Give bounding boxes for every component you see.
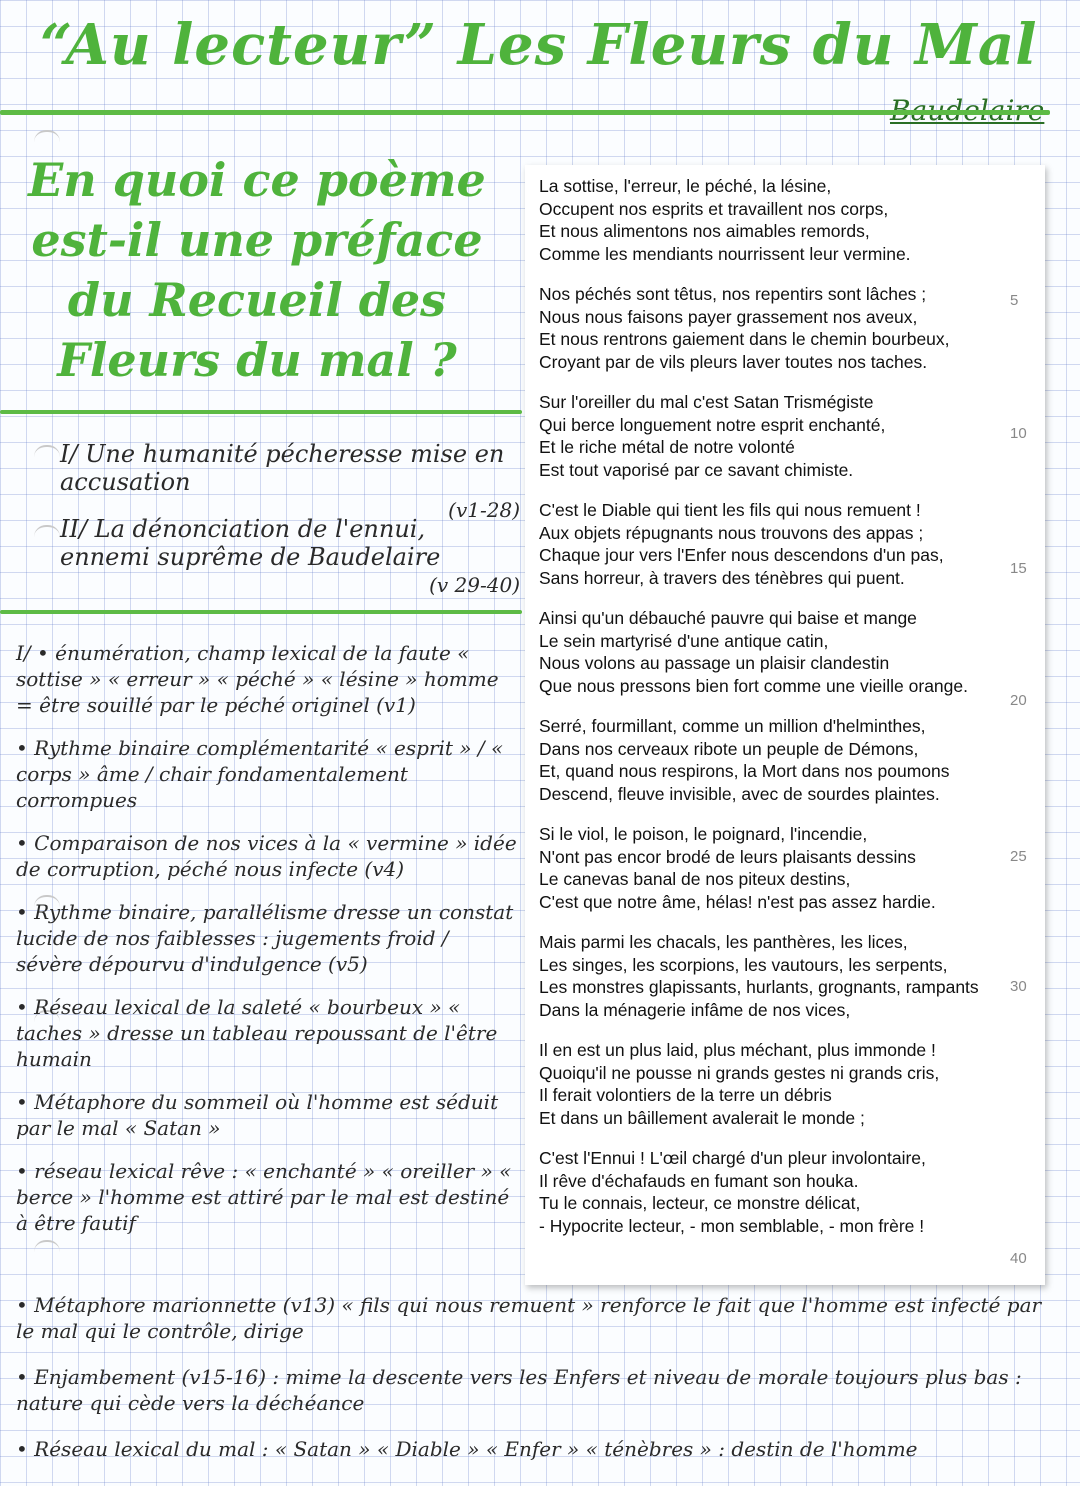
verse-line: C'est le Diable qui tient les fils qui nous remuent ! xyxy=(539,500,921,520)
plan-part-2 xyxy=(60,515,520,599)
verse-line: Les singes, les scorpions, les vautours, les serpents, xyxy=(539,954,948,975)
verse-line: Si le viol, le poison, le poignard, l'incendie, xyxy=(539,824,868,844)
verse-line: Comme les mendiants nourrissent leur vermine. xyxy=(539,243,911,264)
note-item: • Rythme binaire, parallélisme dresse un constat lucide de nos faiblesses : jugements froid / sévère dépourvu d'indulgence (v5) xyxy=(16,900,514,976)
line-number: 20 xyxy=(1010,692,1027,709)
verse-line: Il ferait volontiers de la terre un débris xyxy=(539,1085,832,1105)
verse-line: Sans horreur, à travers des ténèbres qui puent. xyxy=(539,567,905,588)
note-item: • Enjambement (v15-16) : mime la descente vers les Enfers et niveau de morale toujours plus bas : nature qui cède vers la déchéance xyxy=(16,1365,1022,1415)
verse-line: Occupent nos esprits et travaillent nos corps, xyxy=(539,198,889,219)
verse-line: Les monstres glapissants, hurlants, grognants, rampants xyxy=(539,977,979,997)
note-item: • Rythme binaire complémentarité « esprit » / « corps » âme / chair fondamentalement corrompues xyxy=(16,736,504,812)
binder-hole xyxy=(34,525,60,539)
verse-line: Et nous rentrons gaiement dans le chemin bourbeux, xyxy=(539,329,950,349)
plan-part-2-ref: (v 29-40) xyxy=(429,573,520,597)
verse-line: Quoiqu'il ne pousse ni grands gestes ni grands cris, xyxy=(539,1062,940,1083)
verse-line: Que nous pressons bien fort comme une vieille orange. xyxy=(539,675,968,696)
verse-line: Et le riche métal de notre volonté xyxy=(539,437,795,457)
line-number: 15 xyxy=(1010,560,1027,577)
plan-part-1 xyxy=(60,440,520,524)
verse-line: Tu le connais, lecteur, ce monstre délicat, xyxy=(539,1193,861,1213)
verse-line: Et dans un bâillement avalerait le monde ; xyxy=(539,1107,865,1128)
stanza xyxy=(525,607,1015,697)
plan-part-2-text: II/ La dénonciation de l'ennui, ennemi suprême de Baudelaire xyxy=(60,515,441,571)
note-item: • réseau lexical rêve : « enchanté » « oreiller » « berce » l'homme est attiré par le mal est destiné à être fautif xyxy=(16,1159,512,1235)
binder-hole xyxy=(34,130,60,144)
note-item: • Réseau lexical de la saleté « bourbeux » « taches » dresse un tableau repoussant de l'être humain xyxy=(16,995,498,1071)
analysis-notes xyxy=(16,640,521,1253)
verse-line: Nous volons au passage un plaisir clandestin xyxy=(539,653,890,673)
stanza xyxy=(525,499,1015,589)
title-divider xyxy=(0,110,1050,115)
poem-text xyxy=(525,175,1015,1255)
stanza xyxy=(525,715,1015,805)
verse-line: Est tout vaporisé par ce savant chimiste. xyxy=(539,459,854,480)
stanza xyxy=(525,823,1015,913)
verse-line: Il rêve d'échafauds en fumant son houka. xyxy=(539,1170,859,1191)
analysis-notes-wide xyxy=(16,1292,1056,1482)
line-number: 30 xyxy=(1010,978,1027,995)
stanza xyxy=(525,1147,1015,1237)
plan-part-1-text: I/ Une humanité pécheresse mise en accusation xyxy=(60,440,505,496)
verse-line: Mais parmi les chacals, les panthères, les lices, xyxy=(539,932,908,952)
line-number: 10 xyxy=(1010,425,1027,442)
verse-line: La sottise, l'erreur, le péché, la lésine, xyxy=(539,176,832,196)
verse-line: Le sein martyrisé d'une antique catin, xyxy=(539,630,829,651)
verse-line: Nous nous faisons payer grassement nos aveux, xyxy=(539,306,918,327)
binder-hole xyxy=(34,445,60,459)
line-number: 40 xyxy=(1010,1250,1027,1267)
verse-line: Dans la ménagerie infâme de nos vices, xyxy=(539,999,851,1020)
verse-line: Et, quand nous respirons, la Mort dans nos poumons xyxy=(539,761,950,781)
verse-line: Il en est un plus laid, plus méchant, plus immonde ! xyxy=(539,1040,936,1060)
note-item: • Métaphore marionnette (v13) « fils qui nous remuent » renforce le fait que l'homme est infecté par le mal qui le contrôle, dirige xyxy=(16,1293,1042,1343)
verse-line: Ainsi qu'un débauché pauvre qui baise et mange xyxy=(539,608,917,628)
verse-line: Qui berce longuement notre esprit enchanté, xyxy=(539,414,886,435)
note-item: • Comparaison de nos vices à la « vermine » idée de corruption, péché nous infecte (v4) xyxy=(16,831,517,881)
poem-printout xyxy=(525,165,1045,1285)
verse-line: C'est l'Ennui ! L'œil chargé d'un pleur involontaire, xyxy=(539,1148,926,1168)
verse-line: Chaque jour vers l'Enfer nous descendons d'un pas, xyxy=(539,545,944,565)
verse-line: Descend, fleuve invisible, avec de sourdes plaintes. xyxy=(539,783,940,804)
verse-line: Le canevas banal de nos piteux destins, xyxy=(539,869,851,889)
verse-line: Aux objets répugnants nous trouvons des appas ; xyxy=(539,522,924,543)
stanza xyxy=(525,391,1015,481)
note-item: • Métaphore du sommeil où l'homme est séduit par le mal « Satan » xyxy=(16,1090,499,1140)
note-item: I/ • énumération, champ lexical de la faute « sottise » « erreur » « péché » « lésine » homme = être souillé par le péché originel (v1) xyxy=(16,641,499,717)
line-number: 5 xyxy=(1010,292,1019,309)
verse-line: Croyant par de vils pleurs laver toutes nos taches. xyxy=(539,351,928,372)
verse-line: Dans nos cerveaux ribote un peuple de Démons, xyxy=(539,738,919,759)
question-divider xyxy=(0,410,522,414)
verse-line: Serré, fourmillant, comme un million d'helminthes, xyxy=(539,716,926,736)
stanza xyxy=(525,283,1015,373)
verse-line: Et nous alimentons nos aimables remords, xyxy=(539,221,870,241)
verse-line: N'ont pas encor brodé de leurs plaisants dessins xyxy=(539,846,916,867)
verse-line: Nos péchés sont têtus, nos repentirs sont lâches ; xyxy=(539,284,927,304)
verse-line: C'est que notre âme, hélas! n'est pas assez hardie. xyxy=(539,891,936,912)
verse-line: - Hypocrite lecteur, - mon semblable, - mon frère ! xyxy=(539,1215,925,1236)
plan-part-1-ref: (v1-28) xyxy=(448,498,520,522)
stanza xyxy=(525,175,1015,265)
stanza xyxy=(525,931,1015,1021)
line-number: 25 xyxy=(1010,848,1027,865)
note-item: • Réseau lexical du mal : « Satan » « Diable » « Enfer » « ténèbres » : destin de l'homme xyxy=(16,1437,918,1461)
problematique-question: En quoi ce poème est-il une préface du Recueil des Fleurs du mal ? xyxy=(28,153,486,387)
stanza xyxy=(525,1039,1015,1129)
plan-divider xyxy=(0,610,522,614)
verse-line: Sur l'oreiller du mal c'est Satan Trismégiste xyxy=(539,392,874,412)
page-title: “Au lecteur” Les Fleurs du Mal xyxy=(40,12,1038,78)
